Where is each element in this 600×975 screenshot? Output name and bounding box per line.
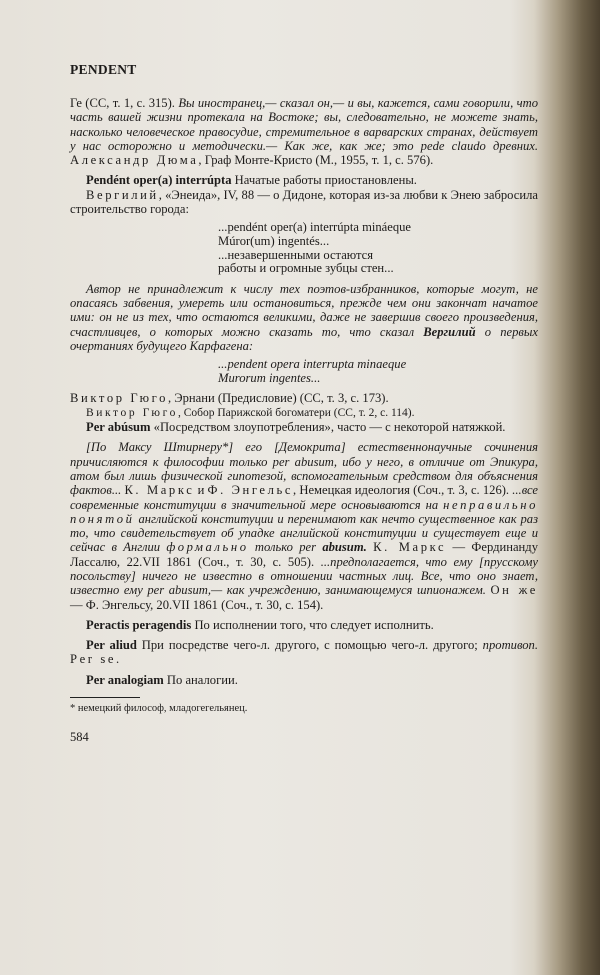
text-run: Ф. Энгельс: [207, 483, 294, 498]
paragraph: [70, 391, 538, 405]
verse-quote: [218, 221, 538, 275]
paragraph: [70, 440, 538, 612]
text-run: , Граф Монте-Кристо (М., 1955, т. 1, с. 576).: [198, 153, 434, 168]
text-run: Вергилий: [423, 324, 476, 339]
text-run: Вы иностранец,— сказал он,— и вы, кажется, сами говорили, что часть вашей жизни протекала на Востоке; вы, следовательно, не можете знать, насколько человеческое правосудие, стремительное в варварских странах, действует у нас осторожно и методически.— Как же, как же; это pede claudo древних.: [70, 96, 538, 153]
text-run: Виктор Гюго: [70, 391, 168, 406]
text-run: При посредстве чего-л. другого, с помощью чего-л. другого;: [141, 638, 483, 653]
text-run: К. Маркс: [373, 540, 447, 555]
verse-line: ...незавершенными остаются: [218, 247, 374, 262]
paragraph: [70, 188, 538, 217]
text-run: [По Максу Штирнеру*] его [Демокрита] естественнонаучные сочинения причисляются к философии только per abusum, ибо у него, в отличие от Эпикура, атом был лишь физической гипотезой, вспомогательным средством для объяснения фактов...: [70, 440, 538, 498]
text-run: Ге (СС, т. 1, с. 315).: [70, 96, 179, 110]
text-run: Александр Дюма: [70, 153, 199, 168]
verse-quote: [218, 358, 538, 385]
page-number: 584: [70, 730, 89, 745]
text-run: английской конституции и перенимают как нечто существенное как раз то, что свидетельствует об упадке английской конституции и существует еще и сейчас в Англии: [70, 511, 538, 555]
verse-line: работы и огромные зубцы стен...: [218, 261, 394, 276]
paragraph: [70, 282, 538, 353]
text-run: , Немецкая идеология (Соч., т. 3, с. 126).: [293, 483, 513, 498]
paragraph: [70, 420, 538, 434]
text-run: Peractis peragendis: [86, 617, 195, 632]
paragraph: [70, 96, 538, 167]
book-page: [70, 62, 538, 745]
footnote: * немецкий философ, младогегельянец.: [70, 703, 248, 715]
text-run: К. Маркс: [124, 483, 195, 498]
text-run: формально: [166, 540, 249, 555]
text-run: По аналогии.: [166, 672, 238, 687]
text-run: Per se: [70, 652, 117, 667]
verse-line: Múror(um) ingentés...: [218, 233, 330, 248]
page-body: [70, 96, 538, 687]
text-run: .: [116, 652, 120, 667]
text-run: противоп.: [482, 638, 538, 653]
text-run: «Посредством злоупотребления», часто — с некоторой натяжкой.: [153, 420, 506, 435]
verse-line: ...pendént oper(a) interrúpta mináeque: [218, 220, 412, 235]
text-run: Per aliud: [86, 638, 142, 653]
text-run: ...предполагается, что ему [прусскому посольству] ничего не известно в отношении частных лиц. Все, что оно знает, известно ему per abusum,— как учреждению, занимающемуся шпионажем.: [70, 554, 538, 598]
text-run: Начатые работы приостановлены.: [234, 173, 417, 188]
text-run: Per abúsum: [86, 420, 154, 435]
text-run: Он же: [490, 583, 538, 598]
text-run: — Ф. Энгельсу, 20.VII 1861 (Соч., т. 30, с. 154).: [70, 597, 324, 612]
paragraph: [70, 173, 538, 187]
text-run: только per: [248, 540, 323, 555]
running-head: PENDENT: [70, 62, 137, 77]
text-run: , «Энеида», IV, 88 — о Дидоне, которая из-за любви к Энею забросила строительство города:: [70, 187, 538, 217]
text-run: abusum.: [322, 540, 367, 555]
text-run: Pendént oper(a) interrúpta: [86, 173, 235, 188]
verse-line: Murorum ingentes...: [218, 370, 321, 385]
footnote-rule: [70, 697, 140, 698]
text-run: ...все современные конституции в значительной мере основываются на: [70, 483, 539, 512]
text-run: о первых очертаниях будущего Карфагена:: [70, 324, 538, 353]
text-run: Вергилий: [86, 187, 159, 202]
text-run: неправильно понятой: [70, 497, 538, 526]
paragraph: [70, 618, 538, 632]
paragraph: [70, 406, 538, 420]
text-run: и: [194, 483, 208, 498]
verse-line: ...pendent opera interrupta minaeque: [218, 357, 407, 372]
text-run: , Собор Парижской богоматери (СС, т. 2, с. 114).: [177, 406, 415, 419]
paragraph: [70, 638, 538, 667]
text-run: — Фердинанду Лассалю, 22.VII 1861 (Соч., т. 30, с. 505).: [70, 540, 539, 569]
text-run: Автор не принадлежит к числу тех поэтов-избранников, которые могут, не опасаясь забвения, умереть или остановиться, прежде чем они закончат начатое ими: он не из тех, что остаются великими, даже не завершив своего произведения, счастливцев, о которых можно сказать то, что сказал: [70, 281, 538, 339]
text-run: Per analogiam: [86, 672, 167, 687]
text-run: По исполнении того, что следует исполнить.: [194, 617, 434, 632]
paragraph: [70, 673, 538, 687]
text-run: , Эрнани (Предисловие) (СС, т. 3, с. 173).: [167, 391, 389, 406]
text-run: Виктор Гюго: [86, 406, 178, 419]
